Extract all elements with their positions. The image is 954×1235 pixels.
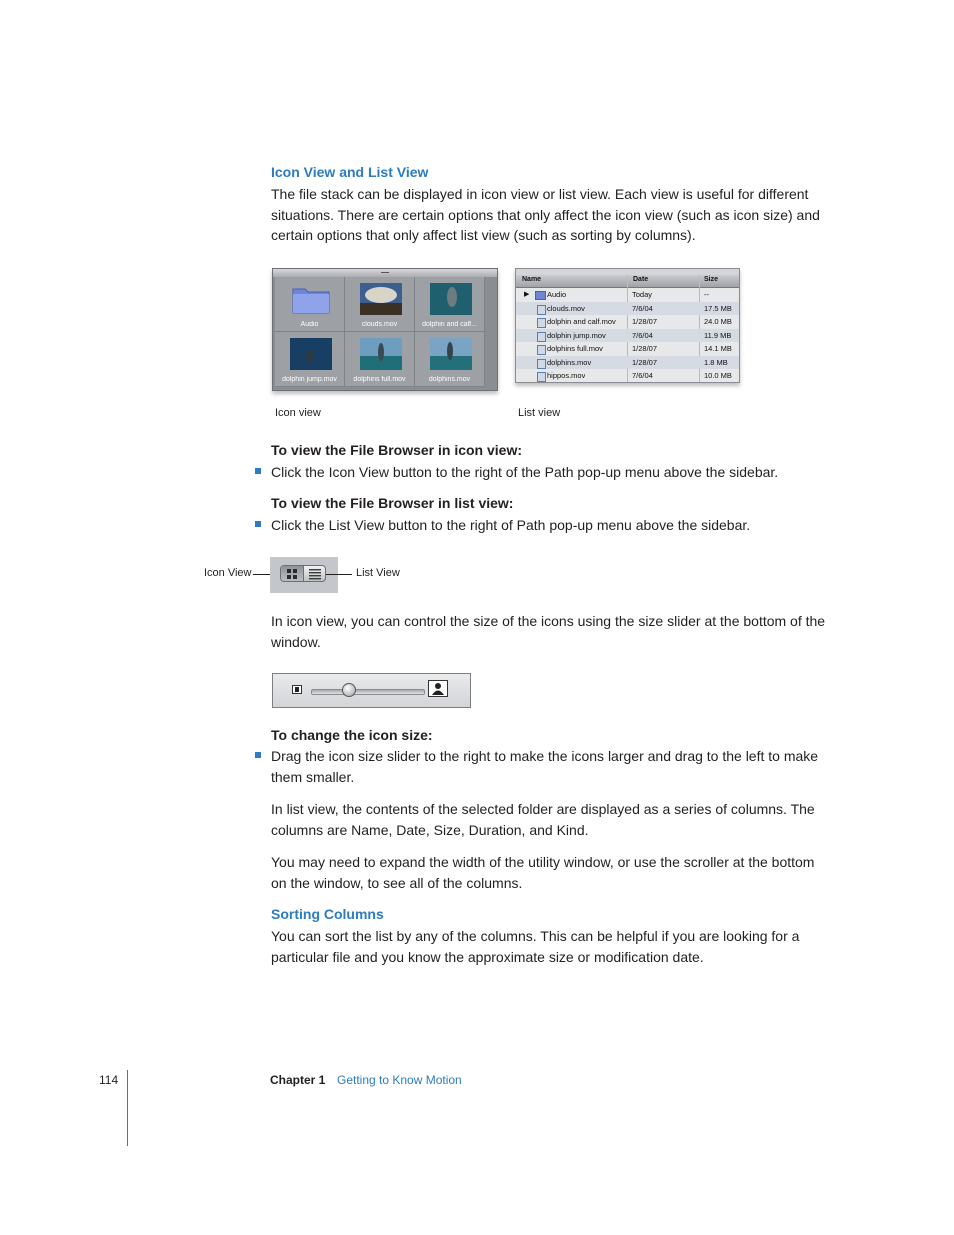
icon-size-slider-track[interactable] bbox=[311, 689, 425, 695]
list-view-screenshot bbox=[515, 268, 740, 383]
folder-icon bbox=[535, 291, 546, 300]
icon-item-clouds[interactable] bbox=[345, 277, 415, 332]
icon-item-label: Audio bbox=[300, 321, 319, 328]
small-portrait-icon bbox=[292, 685, 302, 694]
dolphin-thumbnail-icon bbox=[430, 283, 472, 315]
large-portrait-icon bbox=[428, 680, 448, 697]
view-buttons-screenshot bbox=[270, 557, 338, 593]
task-title-icon-view: To view the File Browser in icon view: bbox=[271, 442, 523, 458]
icon-view-screenshot bbox=[272, 268, 498, 391]
movie-file-icon bbox=[537, 345, 546, 355]
page-number: 114 bbox=[99, 1073, 119, 1087]
icon-item-dolphins-full[interactable] bbox=[345, 332, 415, 387]
dolphin-thumbnail-icon bbox=[430, 338, 472, 370]
list-view-button[interactable] bbox=[304, 566, 326, 581]
bullet-icon bbox=[255, 752, 261, 758]
movie-file-icon bbox=[537, 372, 546, 382]
callout-line bbox=[326, 574, 352, 575]
icon-item-dolphin-calf[interactable] bbox=[415, 277, 485, 332]
movie-file-icon bbox=[537, 305, 546, 315]
icon-view-title-bar bbox=[273, 269, 497, 277]
sorting-paragraph: You can sort the list by any of the columns. This can be helpful if you are looking for a particular file and you know the approximate size or modification date. bbox=[271, 928, 800, 965]
expand-paragraph: You may need to expand the width of the utility window, or use the scroller at the bottom on the window, to see all of the columns. bbox=[271, 854, 815, 891]
task-step-icon-size: Drag the icon size slider to the right to make the icons larger and drag to the left to make them smaller. bbox=[271, 748, 819, 785]
icon-item-audio[interactable] bbox=[275, 277, 345, 332]
column-header-date[interactable]: Date bbox=[633, 276, 649, 283]
column-header-name[interactable]: Name bbox=[522, 276, 542, 283]
footer-chapter-title: Getting to Know Motion bbox=[337, 1073, 462, 1087]
list-row[interactable]: dolphin and calf.mov 1/28/07 24.0 MB bbox=[516, 315, 739, 329]
footer-chapter: Chapter 1 bbox=[270, 1073, 326, 1087]
list-row[interactable]: dolphins.mov 1/28/07 1.8 MB bbox=[516, 356, 739, 370]
icon-item-label: dolphins full.mov bbox=[353, 376, 406, 383]
view-toggle-control bbox=[280, 565, 326, 582]
folder-icon bbox=[290, 283, 332, 315]
icon-view-caption: Icon view bbox=[275, 407, 321, 419]
dolphin-thumbnail-icon bbox=[290, 338, 332, 370]
icon-item-dolphin-jump[interactable] bbox=[275, 332, 345, 387]
bullet-icon bbox=[255, 521, 261, 527]
list-row[interactable]: hippos.mov 7/6/04 10.0 MB bbox=[516, 369, 739, 383]
movie-file-icon bbox=[537, 332, 546, 342]
bullet-icon bbox=[255, 468, 261, 474]
list-view-callout-label: List View bbox=[356, 567, 400, 579]
footer-rule bbox=[127, 1070, 128, 1146]
task-title-icon-size: To change the icon size: bbox=[271, 727, 433, 743]
dolphin-thumbnail-icon bbox=[360, 338, 402, 370]
task-step-list-view: Click the List View button to the right of Path pop-up menu above the sidebar. bbox=[271, 517, 751, 533]
icon-size-slider-knob[interactable] bbox=[342, 683, 356, 697]
list-icon bbox=[304, 566, 326, 581]
clouds-thumbnail-icon bbox=[360, 283, 402, 315]
grid-icon bbox=[281, 566, 303, 581]
icon-item-dolphins[interactable] bbox=[415, 332, 485, 387]
icon-size-slider-screenshot bbox=[272, 673, 471, 708]
columns-paragraph: In list view, the contents of the selected folder are displayed as a series of columns. The columns are Name, Date, Size, Duration, and Kind. bbox=[271, 801, 815, 838]
icon-item-label: clouds.mov bbox=[361, 321, 398, 328]
list-row[interactable]: dolphins full.mov 1/28/07 14.1 MB bbox=[516, 342, 739, 356]
icon-item-label: dolphin and calf... bbox=[422, 321, 477, 328]
section-heading-sorting-columns: Sorting Columns bbox=[271, 906, 384, 922]
slider-paragraph: In icon view, you can control the size of the icons using the size slider at the bottom of the window. bbox=[271, 613, 826, 650]
list-row[interactable]: dolphin jump.mov 7/6/04 11.9 MB bbox=[516, 329, 739, 343]
task-step-icon-view: Click the Icon View button to the right of the Path pop-up menu above the sidebar. bbox=[271, 464, 779, 480]
intro-paragraph: The file stack can be displayed in icon view or list view. Each view is useful for different situations. There are certain options that only affect the icon view (such as icon size) and certain options that only affect list view (such as sorting by columns). bbox=[271, 186, 820, 243]
movie-file-icon bbox=[537, 359, 546, 369]
section-heading-icon-list-view: Icon View and List View bbox=[271, 164, 429, 180]
column-header-size[interactable]: Size bbox=[704, 276, 719, 283]
list-view-caption: List view bbox=[518, 407, 561, 419]
icon-view-callout-label: Icon View bbox=[204, 567, 252, 579]
icon-view-button[interactable] bbox=[281, 566, 303, 581]
icon-item-label: dolphins.mov bbox=[428, 376, 471, 383]
movie-file-icon bbox=[537, 318, 546, 328]
icon-item-label: dolphin jump.mov bbox=[282, 376, 337, 383]
disclosure-triangle-icon[interactable]: ▶ bbox=[524, 291, 530, 298]
list-row[interactable]: ▶ Audio Today -- bbox=[524, 290, 709, 299]
task-title-list-view: To view the File Browser in list view: bbox=[271, 495, 514, 511]
list-row[interactable]: clouds.mov 7/6/04 17.5 MB bbox=[516, 302, 739, 316]
